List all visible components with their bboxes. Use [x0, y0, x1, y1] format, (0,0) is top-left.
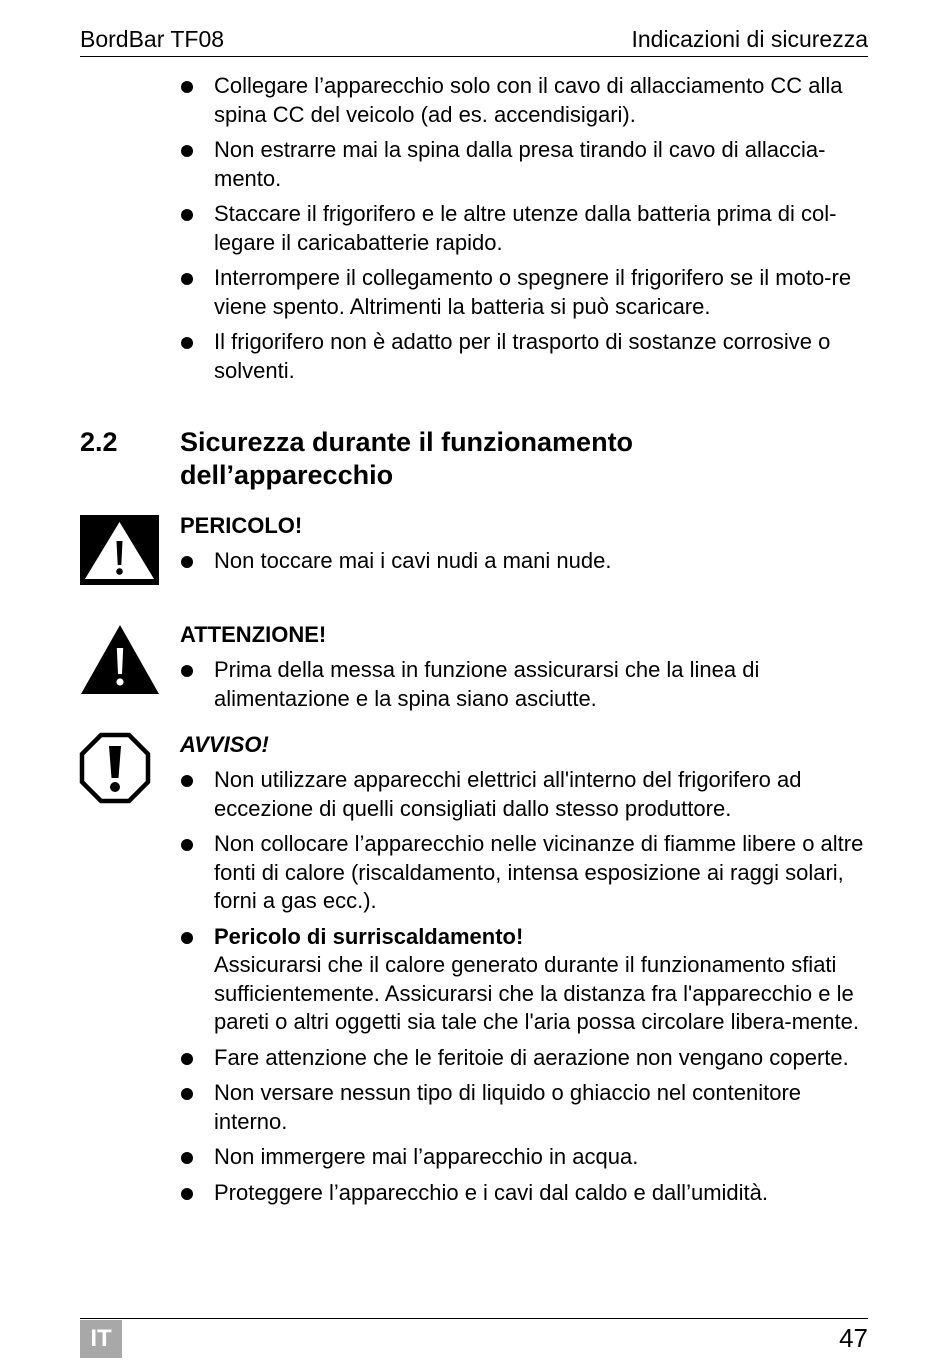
notice-block: [180, 731, 870, 1214]
page-number: 47: [839, 1323, 868, 1353]
list-item: Staccare il frigorifero e le altre utenze dalla batteria prima di col-legare il caricabatterie rapido.: [180, 200, 870, 257]
list-item: Non immergere mai l’apparecchio in acqua.: [180, 1143, 870, 1172]
danger-notice: [180, 512, 870, 583]
caution-heading: ATTENZIONE!: [180, 622, 327, 647]
footer-divider: [80, 1318, 868, 1319]
list-item: Non estrarre mai la spina dalla presa tirando il cavo di allaccia-mento.: [180, 136, 870, 193]
page-header: [80, 22, 868, 57]
overheating-warning-label: Pericolo di surriscaldamento!: [214, 923, 524, 949]
danger-heading: PERICOLO!: [180, 513, 303, 538]
overheating-warning-text: Assicurarsi che il calore generato durante il funzionamento sfiati sufficientemente. Assicurarsi che la distanza fra l'apparecchio e le pareti o altri oggetti sia tale che l'aria possa circolare libera-mente.: [214, 952, 859, 1034]
octagon-exclamation-icon: [79, 732, 151, 809]
list-item: Non utilizzare apparecchi elettrici all'interno del frigorifero ad eccezione di quelli consigliati dallo stesso produttore.: [180, 766, 870, 823]
danger-warning-icon: [80, 515, 159, 590]
list-item: Fare attenzione che le feritoie di aerazione non vengano coperte.: [180, 1044, 870, 1073]
section-title: Sicurezza durante il funzionamento dell’apparecchio: [180, 427, 634, 490]
header-chapter-title: Indicazioni di sicurezza: [631, 26, 868, 52]
list-item: Interrompere il collegamento o spegnere il frigorifero se il moto-re viene spento. Altrimenti la batteria si può scaricare.: [180, 264, 870, 321]
list-item: Non toccare mai i cavi nudi a mani nude.: [180, 547, 870, 576]
intro-bullet-list: [180, 72, 870, 392]
list-item: Proteggere l’apparecchio e i cavi dal caldo e dall’umidità.: [180, 1179, 870, 1208]
list-item: Il frigorifero non è adatto per il trasporto di sostanze corrosive o solventi.: [180, 328, 870, 385]
language-badge: IT: [80, 1320, 122, 1358]
section-number: 2.2: [80, 427, 118, 457]
list-item: Non versare nessun tipo di liquido o ghiaccio nel contenitore interno.: [180, 1079, 870, 1136]
list-item: Prima della messa in funzione assicurarsi che la linea di alimentazione e la spina siano asciutte.: [180, 656, 870, 713]
list-item: Collegare l’apparecchio solo con il cavo di allacciamento CC alla spina CC del veicolo (ad es. accendisigari).: [180, 72, 870, 129]
header-product-name: BordBar TF08: [80, 26, 225, 52]
warning-triangle-icon: [80, 624, 160, 701]
caution-notice: [180, 621, 870, 720]
list-item: Non collocare l’apparecchio nelle vicinanze di fiamme libere o altre fonti di calore (riscaldamento, intensa esposizione ai raggi solari, forni a gas ecc.).: [180, 830, 870, 916]
notice-heading: AVVISO!: [180, 732, 269, 757]
list-item: [180, 923, 870, 1037]
